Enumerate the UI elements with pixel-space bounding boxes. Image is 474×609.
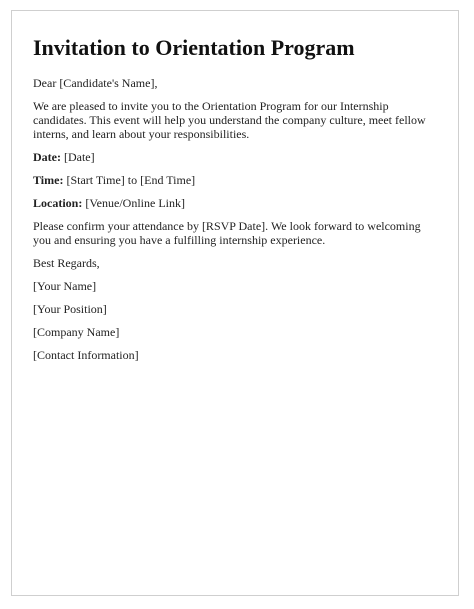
- date-label: Date:: [33, 150, 61, 164]
- signoff: Best Regards,: [33, 256, 100, 270]
- date-value: [Date]: [63, 150, 95, 164]
- time-label: Time:: [33, 173, 64, 187]
- letter-page: [11, 10, 459, 596]
- time-value: [Start Time] to [End Time]: [66, 173, 196, 187]
- salutation: Dear [Candidate's Name],: [33, 76, 158, 90]
- letter-title: Invitation to Orientation Program: [33, 35, 355, 60]
- time-line: [33, 173, 441, 187]
- intro-paragraph: We are pleased to invite you to the Orientation Program for our Internship candidates. This event will help you understand the company culture, meet fellow interns, and learn about your responsibilities.: [33, 99, 426, 141]
- date-line: [33, 150, 441, 164]
- letter-content: [33, 35, 441, 371]
- company-name: [Company Name]: [33, 325, 120, 339]
- your-name: [Your Name]: [33, 279, 97, 293]
- your-position: [Your Position]: [33, 302, 107, 316]
- location-line: [33, 196, 441, 210]
- contact-information: [Contact Information]: [33, 348, 139, 362]
- closing-paragraph: Please confirm your attendance by [RSVP Date]. We look forward to welcoming you and ensuring you have a fulfilling internship experience.: [33, 219, 421, 247]
- location-label: Location:: [33, 196, 83, 210]
- location-value: [Venue/Online Link]: [85, 196, 185, 210]
